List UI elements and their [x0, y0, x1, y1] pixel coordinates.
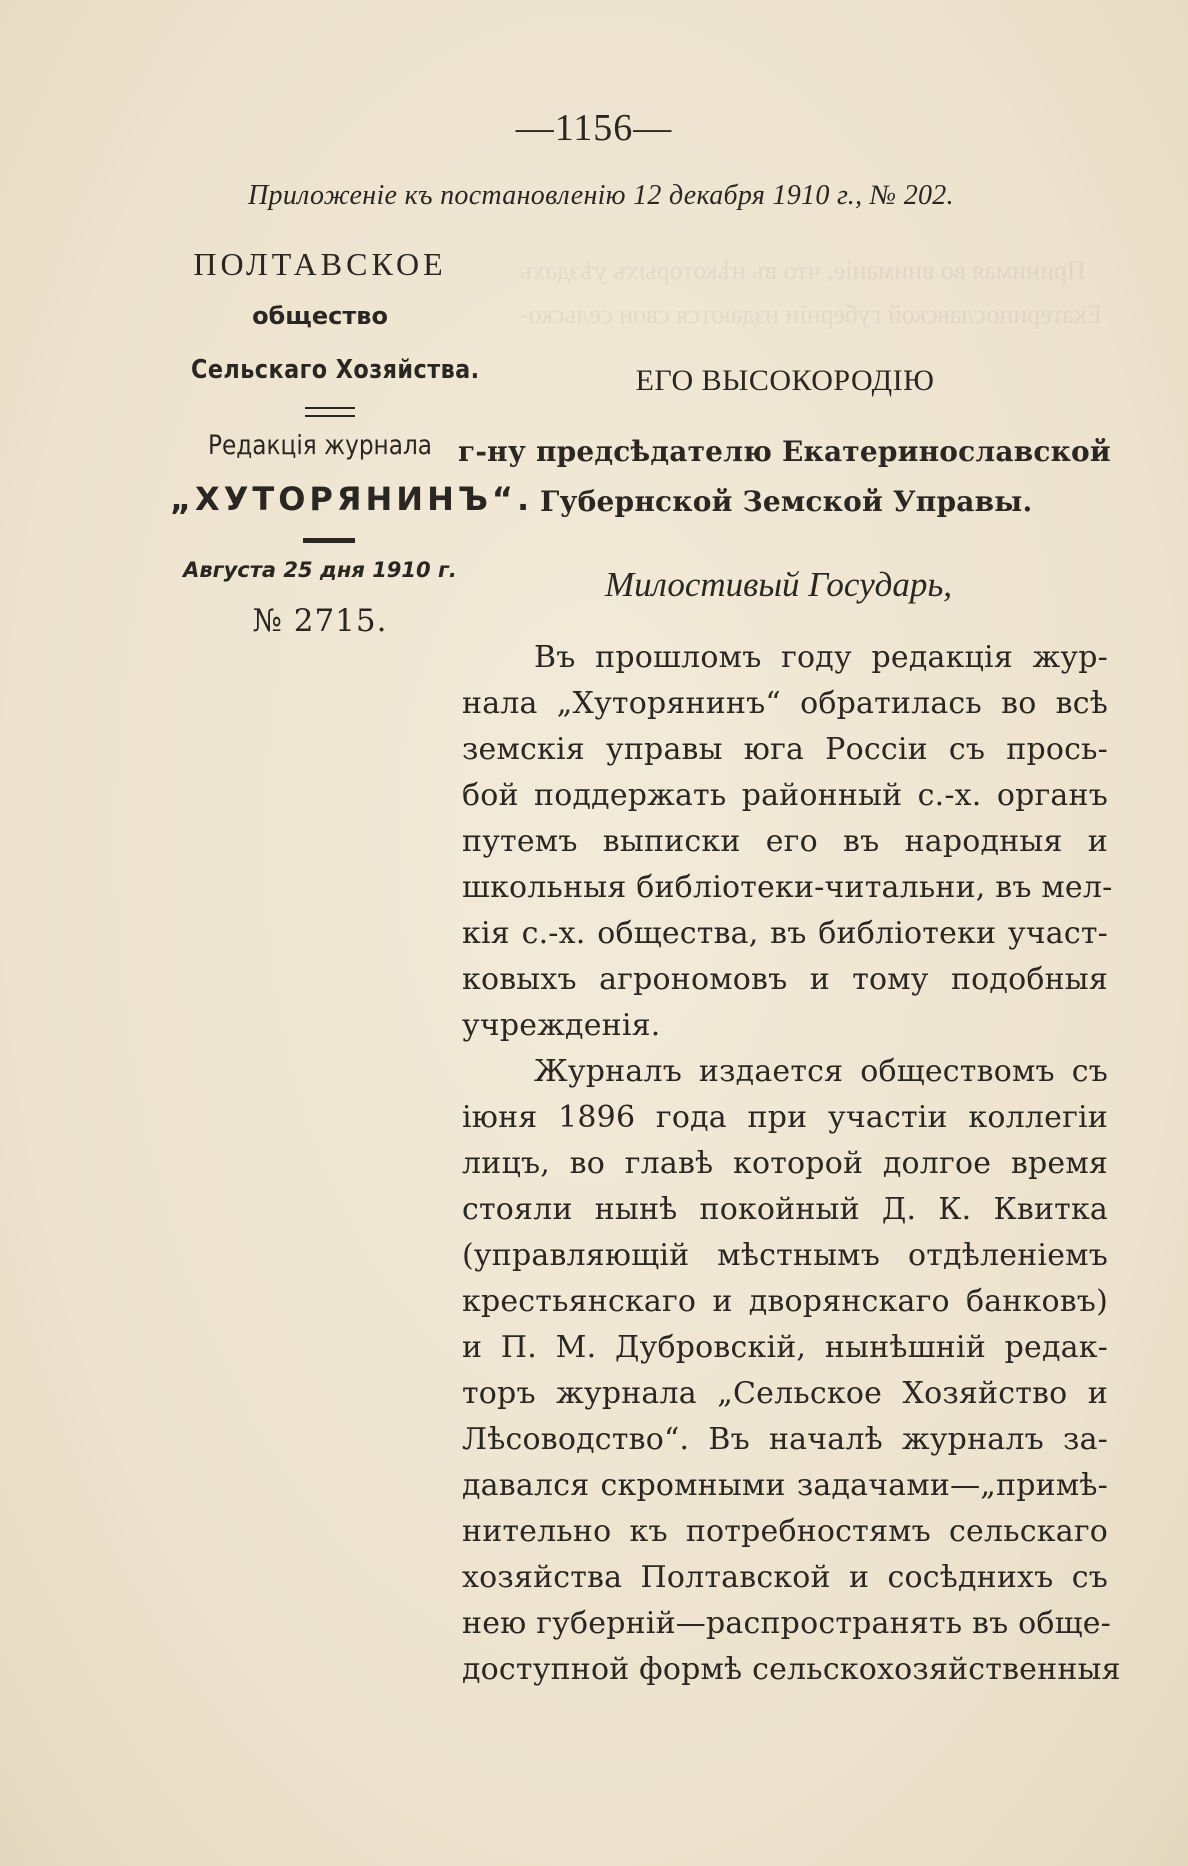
- organization-type: общество: [252, 302, 388, 330]
- journal-name: „ХУТОРЯНИНЪ“.: [170, 480, 534, 518]
- journal-label: Редакція журнала: [207, 430, 433, 461]
- organization-name: ПОЛТАВСКОЕ: [193, 246, 447, 282]
- appendix-note: Приложеніе къ постановленію 12 декабря 1910 г., № 202.: [248, 180, 954, 211]
- page-number: —1156—: [515, 107, 673, 149]
- letter-number: № 2715.: [252, 603, 388, 639]
- body-line: Журналъ издается обществомъ съ: [534, 1054, 1108, 1089]
- body-line: стояли нынѣ покойный Д. К. Квитка: [462, 1192, 1108, 1227]
- bold-rule-divider: [303, 538, 355, 543]
- body-line: земскія управы юга Россіи съ прось-: [462, 732, 1108, 767]
- salutation: Милостивый Государь,: [605, 565, 953, 604]
- body-line: кія с.-х. общества, въ библіотеки участ-: [462, 916, 1108, 951]
- addressee-line: Губернской Земской Управы.: [540, 485, 1033, 518]
- body-line: нею губерній—распространять въ обще-: [462, 1606, 1112, 1641]
- body-line: нительно къ потребностямъ сельскаго: [462, 1514, 1108, 1549]
- body-line: торъ журнала „Сельское Хозяйство и: [462, 1376, 1108, 1411]
- body-line: давался скромными задачами—„примѣ-: [462, 1468, 1108, 1503]
- body-line: крестьянскаго и дворянскаго банковъ): [462, 1284, 1108, 1319]
- body-line: бой поддержать районный с.-х. органъ: [462, 778, 1108, 813]
- body-line: школьныя библіотеки-читальни, въ мел-: [462, 870, 1113, 905]
- addressee-line: г-ну предсѣдателю Екатеринославской: [458, 435, 1111, 468]
- bleed-through-text: Екатеринославской губерніи издаются свои сельско-: [520, 300, 1103, 329]
- body-line: нала „Хуторянинъ“ обратилась во всѣ: [462, 686, 1108, 721]
- letter-date: Августа 25 дня 1910 г.: [183, 558, 457, 582]
- body-line: (управляющій мѣстнымъ отдѣленіемъ: [462, 1238, 1108, 1273]
- body-line: іюня 1896 года при участіи коллегіи: [462, 1100, 1108, 1135]
- body-line: Въ прошломъ году редакція жур-: [534, 640, 1108, 675]
- double-rule-divider: [305, 407, 355, 417]
- body-line: лицъ, во главѣ которой долгое время: [462, 1146, 1108, 1181]
- body-line: Лѣсоводство“. Въ началѣ журналъ за-: [462, 1422, 1108, 1457]
- body-line: путемъ выписки его въ народныя и: [462, 824, 1108, 859]
- body-line: и П. М. Дубровскій, нынѣшній редак-: [462, 1330, 1108, 1365]
- addressee-title: ЕГО ВЫСОКОРОДІЮ: [635, 364, 935, 397]
- body-line: учрежденія.: [462, 1008, 661, 1043]
- body-line: хозяйства Полтавской и сосѣднихъ съ: [462, 1560, 1108, 1595]
- organization-subject: Сельскаго Хозяйства.: [191, 355, 480, 385]
- bleed-through-text: Принимая во вниманіе, что въ нѣкоторыхъ уѣздахъ: [520, 256, 1086, 285]
- body-line: доступной формѣ сельскохозяйственныя: [462, 1652, 1121, 1687]
- body-line: ковыхъ агрономовъ и тому подобныя: [462, 962, 1108, 997]
